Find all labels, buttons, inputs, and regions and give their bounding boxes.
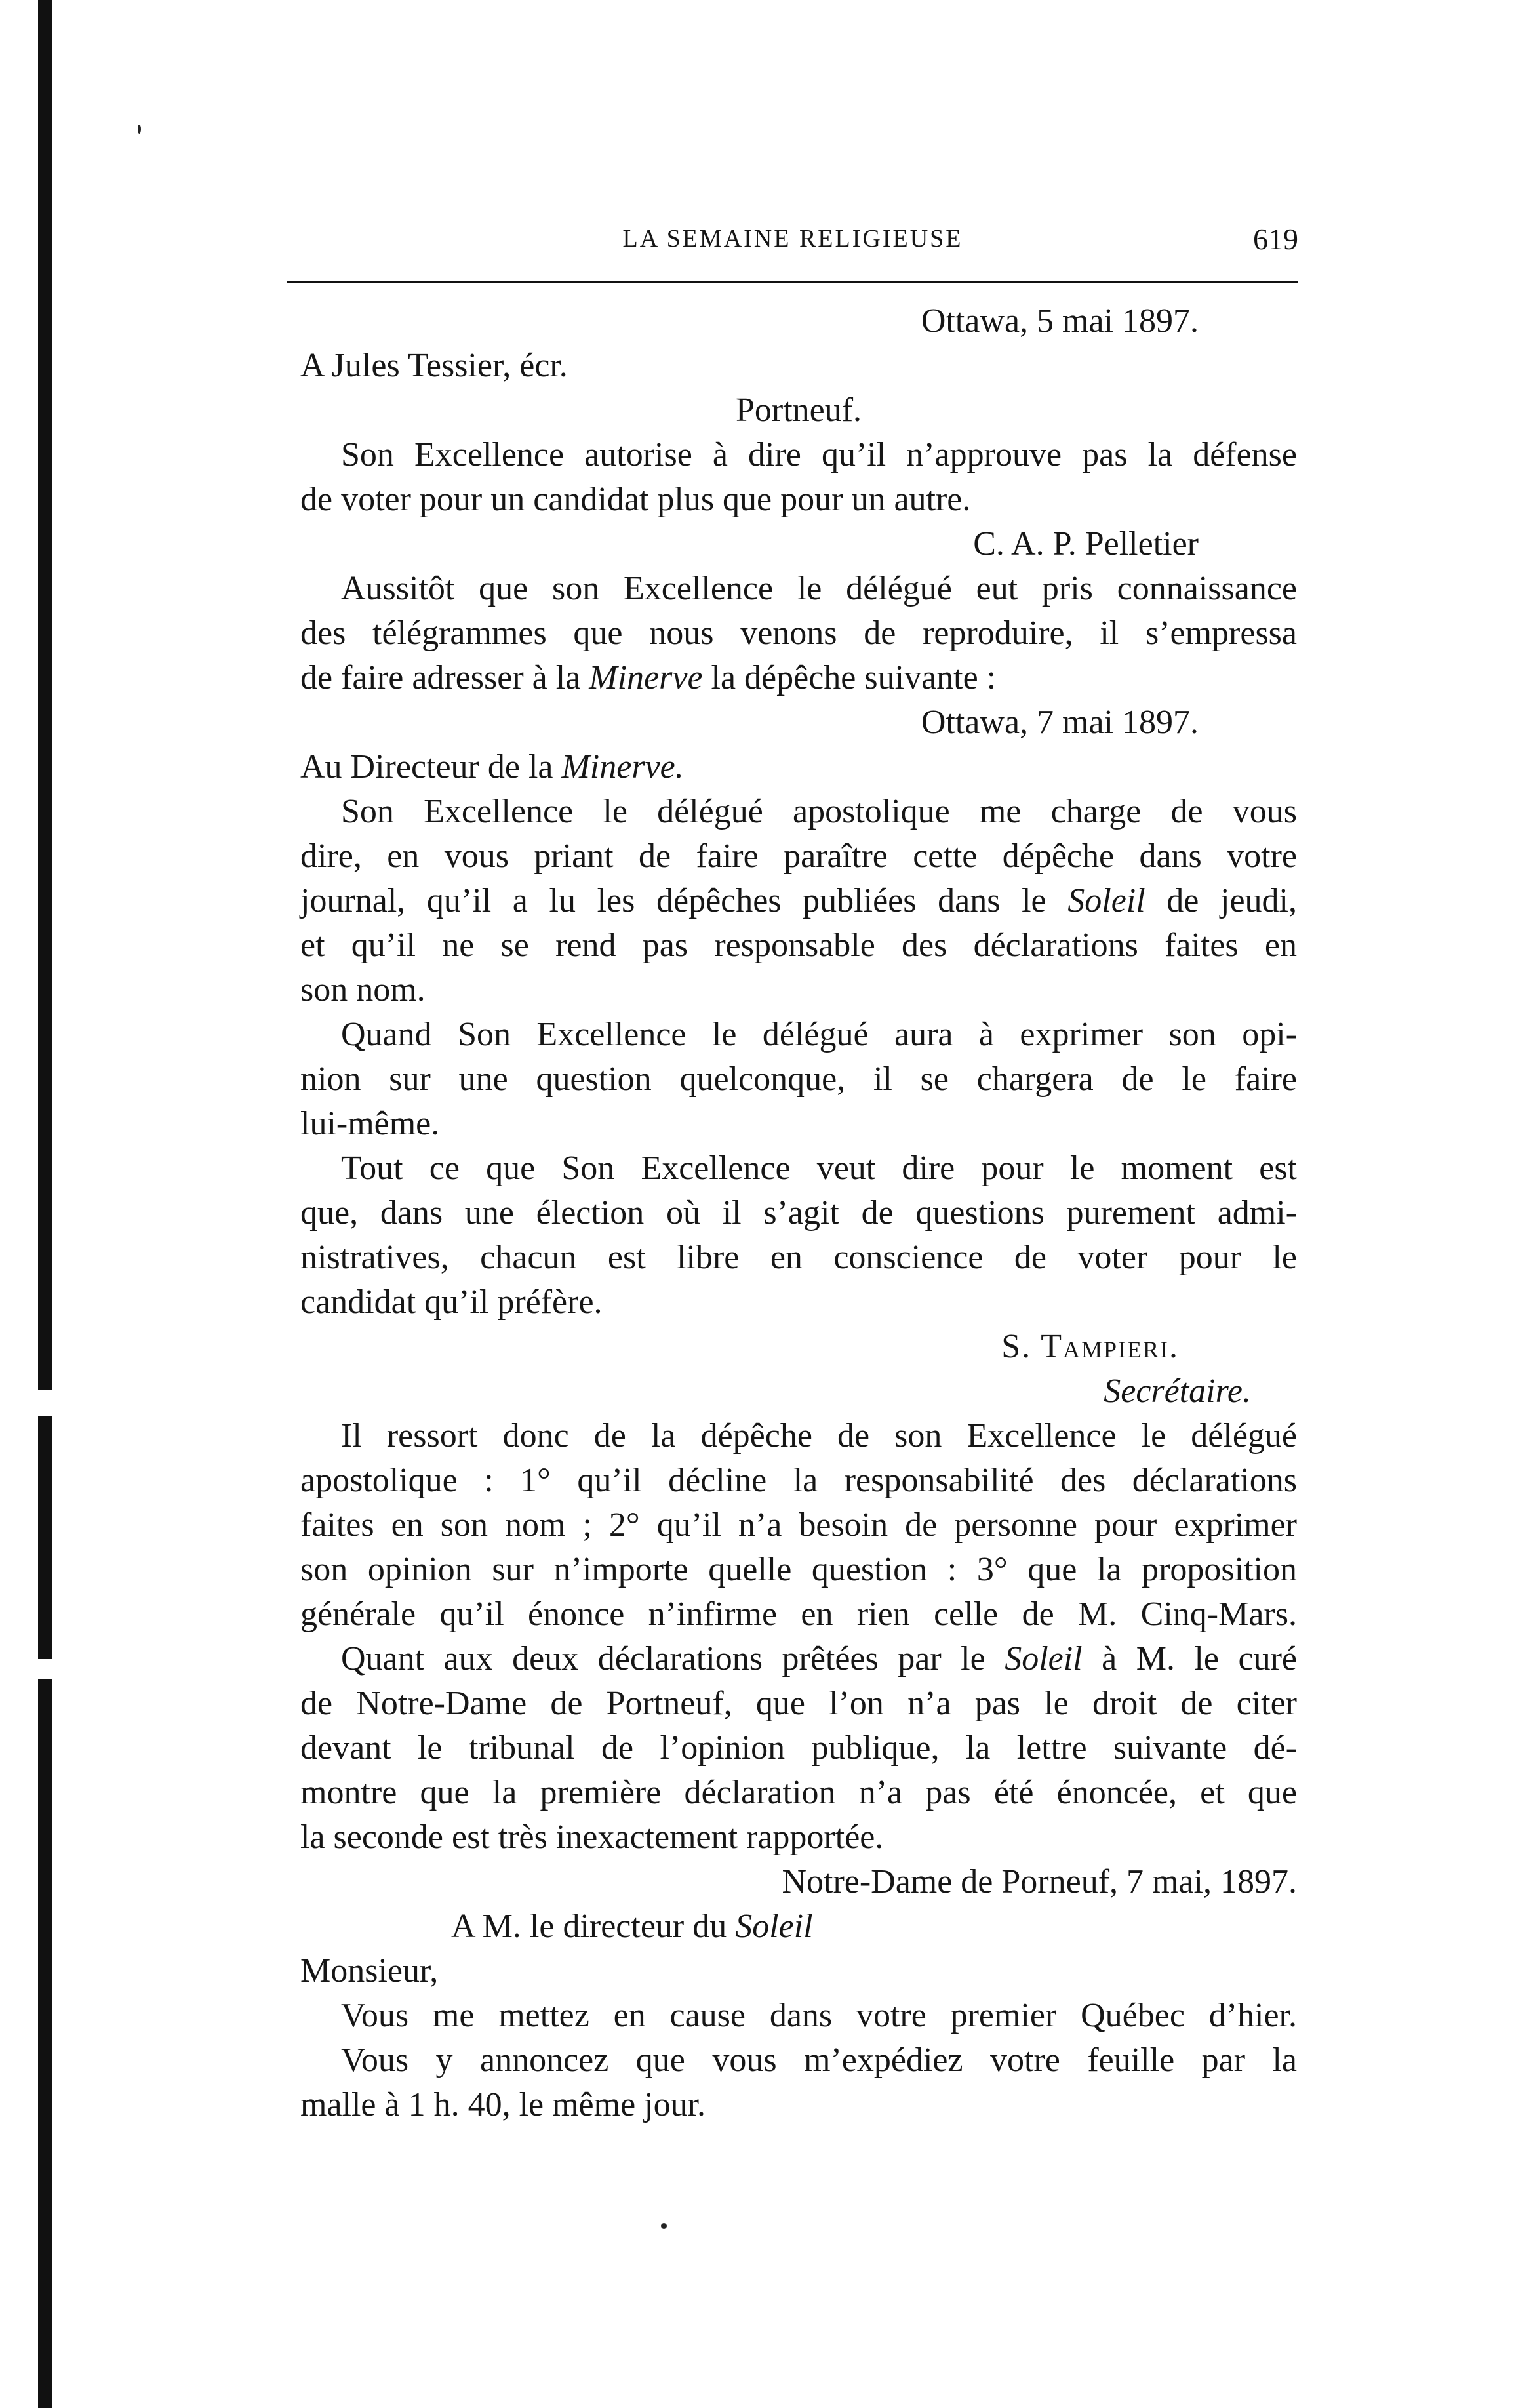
text-line: Aussitôt que son Excellence le délégué eut pris connaissance [341,570,1297,607]
text-line: Ottawa, 5 mai 1897. [921,302,1199,340]
text-line: son opinion sur n’importe quelle question : 3° que la proposition [300,1551,1297,1588]
text-line: de voter pour un candidat plus que pour un autre. [300,481,971,518]
text-line: son nom. [300,971,426,1009]
text-line: apostolique : 1° qu’il décline la responsabilité des déclarations [300,1462,1297,1499]
page-text [300,299,1297,2127]
text-line: Ottawa, 7 mai 1897. [921,704,1199,741]
text-line: candidat qu’il préfère. [300,1283,603,1321]
text-line: montre que la première déclaration n’a pas été énoncée, et que [300,1774,1297,1811]
text-line: Monsieur, [300,1952,439,1990]
text-line: Vous me mettez en cause dans votre premier Québec d’hier. [341,1997,1297,2034]
text-line: Son Excellence autorise à dire qu’il n’approuve pas la défense [341,436,1297,473]
text-line: de Notre-Dame de Portneuf, que l’on n’a pas le droit de citer [300,1685,1297,1722]
header-rule [287,281,1298,283]
text-line: la seconde est très inexactement rapportée. [300,1818,884,1856]
text-line: Vous y annoncez que vous m’expédiez votre feuille par la [341,2041,1297,2079]
text-line: Au Directeur de la Minerve. [300,748,684,786]
text-line: Il ressort donc de la dépêche de son Excellence le délégué [341,1417,1297,1455]
text-line: Quand Son Excellence le délégué aura à exprimer son opi- [341,1016,1297,1053]
text-line: Tout ce que Son Excellence veut dire pour le moment est [341,1150,1297,1187]
text-line: malle à 1 h. 40, le même jour. [300,2086,706,2123]
speck [138,125,141,134]
text-line: Notre-Dame de Porneuf, 7 mai, 1897. [782,1863,1297,1900]
text-line: faites en son nom ; 2° qu’il n’a besoin de personne pour exprimer [300,1506,1297,1544]
text-line: de faire adresser à la Minerve la dépêche suivante : [300,659,997,696]
text-line: A M. le directeur du Soleil [451,1908,813,1945]
text-line: que, dans une élection où il s’agit de questions purement admi- [300,1194,1297,1232]
text-line: C. A. P. Pelletier [973,525,1199,563]
text-line: lui-même. [300,1105,440,1142]
running-header [287,216,1298,262]
text-line: des télégrammes que nous venons de reproduire, il s’empressa [300,614,1297,652]
text-line: dire, en vous priant de faire paraître cette dépêche dans votre [300,837,1297,875]
text-line: nion sur une question quelconque, il se chargera de le faire [300,1060,1297,1098]
running-title: LA SEMAINE RELIGIEUSE [622,225,963,252]
text-line: Son Excellence le délégué apostolique me charge de vous [341,793,1297,830]
speck [661,2223,667,2229]
text-line: journal, qu’il a lu les dépêches publiées dans le Soleil de jeudi, [300,882,1298,919]
page-number: 619 [1253,222,1298,256]
text-line: devant le tribunal de l’opinion publique, la lettre suivante dé- [300,1729,1297,1767]
text-line: Secrétaire. [1104,1373,1251,1410]
text-line: S. Tampieri. [1001,1328,1179,1365]
text-line: Quant aux deux déclarations prêtées par le Soleil à M. le curé [341,1640,1297,1677]
text-line: A Jules Tessier, écr. [300,347,568,384]
text-line: nistratives, chacun est libre en conscience de voter pour le [300,1239,1297,1276]
binding-edge [38,0,52,2408]
binding-gap [38,1390,52,1416]
binding-gap [38,1659,52,1679]
text-line: Portneuf. [735,391,862,429]
text-line: générale qu’il énonce n’infirme en rien celle de M. Cinq-Mars. [300,1595,1297,1633]
text-line: et qu’il ne se rend pas responsable des déclarations faites en [300,927,1297,964]
